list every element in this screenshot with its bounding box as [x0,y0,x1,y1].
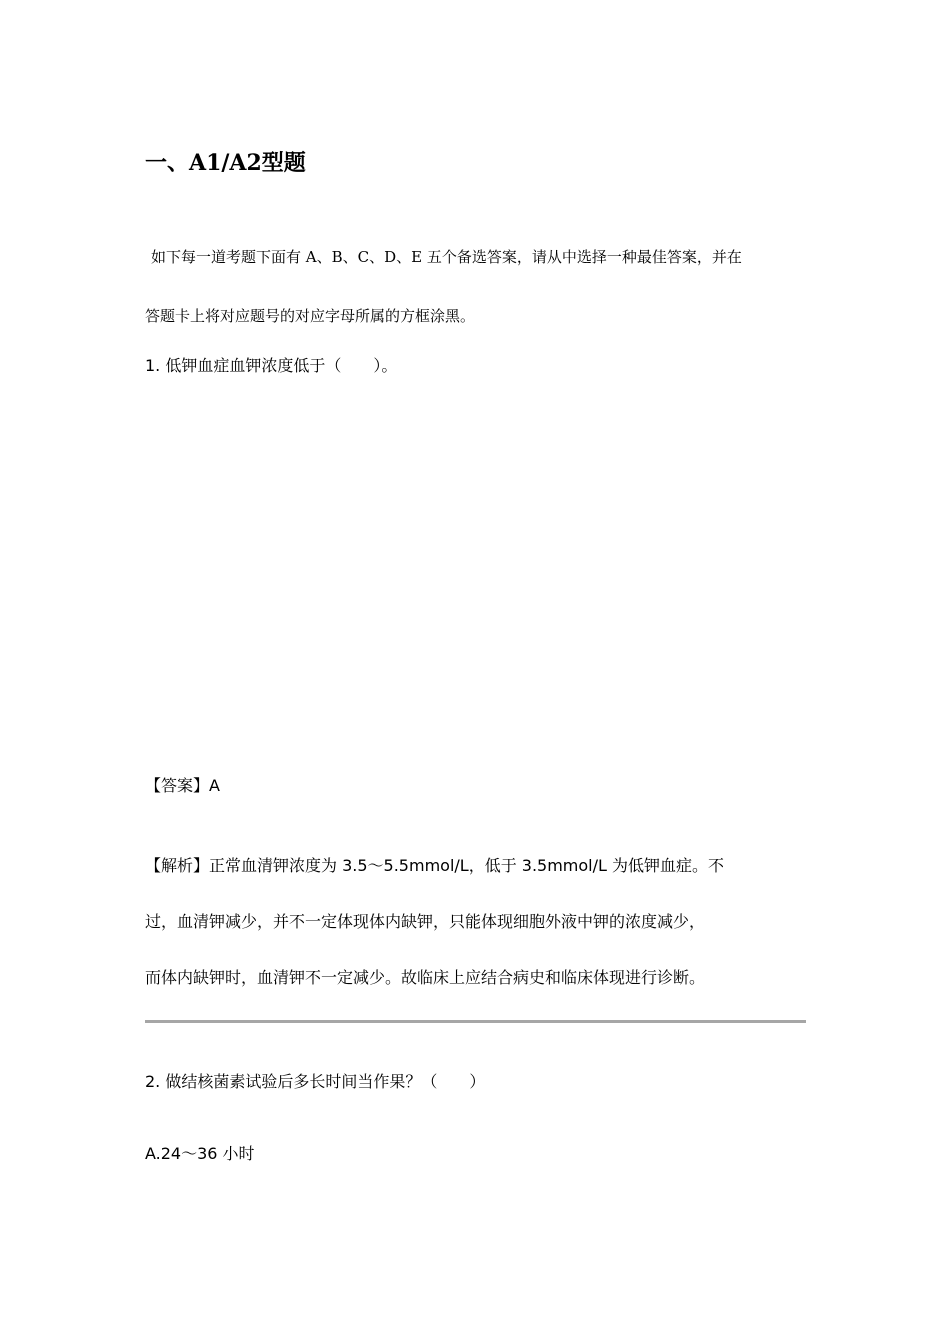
question-1-answer: 【答案】A [145,776,220,795]
question-2-text: 2. 做结核菌素试验后多长时间当作果？（ ） [145,1072,486,1091]
section-title: 一、A1/A2型题 [145,150,306,176]
analysis-line-1: 【解析】正常血清钾浓度为 3.5～5.5mmol/L，低于 3.5mmol/L 为低钾血症。不 [145,856,725,875]
analysis-line-3: 而体内缺钾时，血清钾不一定减少。故临床上应结合病史和临床体现进行诊断。 [145,968,706,987]
question-divider [145,1020,806,1023]
instructions-paragraph [145,228,815,346]
question-1-analysis [145,838,815,1006]
analysis-line-2: 过，血清钾减少，并不一定体现体内缺钾，只能体现细胞外液中钾的浓度减少， [145,912,706,931]
instructions-line-2: 答题卡上将对应题号的对应字母所属的方框涂黑。 [145,307,476,325]
instructions-line-1: 如下每一道考题下面有 A、B、C、D、E 五个备选答案，请从中选择一种最佳答案，并在 [151,248,742,266]
question-1-text: 1. 低钾血症血钾浓度低于（ ）。 [145,356,398,375]
question-2-option-a: A.24～36 小时 [145,1144,255,1163]
